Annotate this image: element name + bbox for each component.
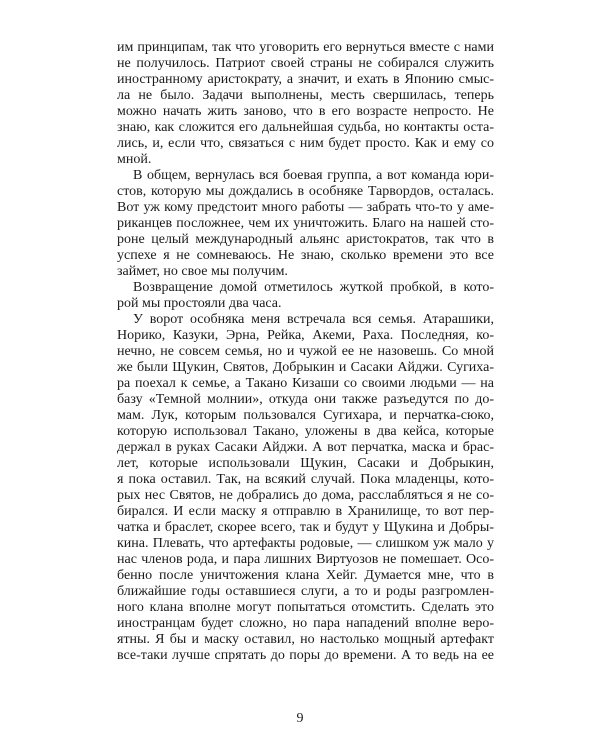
text-line: лет, которые использовали Щукин, Сасаки и Добрыкин, [117, 456, 494, 471]
paragraph [117, 280, 494, 312]
text-line: мам. Лук, которым пользовался Сугихара, и перчатка-сюко, [117, 408, 494, 423]
text-line: роне целый международный альянс аристократов, так что в [117, 232, 494, 247]
text-line: Норико, Казуки, Эрна, Рейка, Акеми, Раха. Последняя, ко- [117, 328, 494, 343]
text-line: риканцев посложнее, чем их уничтожить. Благо на нашей сто- [117, 216, 494, 231]
text-line: ного клана вполне могут попытаться отомстить. Сделать это [117, 600, 494, 615]
text-line: базу «Темной молнии», откуда они также разъедутся по до- [117, 392, 494, 407]
paragraph [117, 312, 494, 664]
text-line: им принципам, так что уговорить его вернуться вместе с нами [117, 40, 494, 55]
body-text [117, 40, 494, 664]
text-line: Вот уж кому предстоит много работы — забрать что-то у аме- [117, 200, 494, 215]
text-line: можно начать жить заново, что в его возрасте непросто. Не [117, 104, 494, 119]
text-line: знаю, как сложится его дальнейшая судьба, но контакты оста- [117, 120, 494, 135]
text-line: же были Щукин, Святов, Добрыкин и Сасаки Айджи. Сугиха- [117, 360, 494, 375]
text-line: чатка и браслет, скорее всего, так и будут у Щукина и Добры- [117, 520, 494, 535]
text-line: ла не было. Задачи выполнены, месть свершилась, теперь [117, 88, 494, 103]
text-line: ближайшие годы оставшиеся слуги, а то и роды разгромлен- [117, 584, 494, 599]
paragraph [117, 168, 494, 280]
text-line: держал в руках Сасаки Айджи. А вот перчатка, маска и брас- [117, 440, 494, 455]
text-line: рых нес Святов, не добрались до дома, расслабляться я не со- [117, 488, 494, 503]
text-line: бенно после уничтожения клана Хейг. Думается мне, что в [117, 568, 494, 583]
text-line: кина. Плевать, что артефакты родовые, — слишком уж мало у [117, 536, 494, 551]
text-line: займет, но свое мы получим. [117, 264, 288, 279]
text-line: мной. [117, 152, 152, 167]
text-line: нечно, не совсем семья, но и чужой ее не назовешь. Со мной [117, 344, 494, 359]
text-line: В общем, вернулась вся боевая группа, а вот команда юри- [133, 168, 494, 183]
text-line: иностранному аристократу, а значит, и ехать в Японию смыс- [117, 72, 494, 87]
text-line: ятны. Я бы и маску оставил, но настолько мощный артефакт [117, 632, 494, 647]
paragraph [117, 40, 494, 168]
text-line: нас членов рода, и пара лишних Виртуозов не помешает. Осо- [117, 552, 494, 567]
text-line: успехе я не сомневаюсь. Не знаю, сколько времени это все [117, 248, 494, 263]
page-number: 9 [296, 711, 304, 726]
text-line: Возвращение домой отметилось жуткой пробкой, в кото- [133, 280, 494, 295]
text-line: которую использовал Такано, уложены в два кейса, которые [117, 424, 494, 439]
text-line: не получилось. Патриот своей страны не собирался служить [117, 56, 494, 71]
text-line: иностранцам будет сложно, но пара нападений вполне веро- [117, 616, 494, 631]
text-line: я пока оставил. Так, на всякий случай. Пока младенцы, кото- [117, 472, 494, 487]
text-line: бирался. И если маску я отправлю в Хранилище, то вот пер- [117, 504, 494, 519]
text-line: лись, и, если что, связаться с ним будет просто. Как и ему со [117, 136, 494, 151]
text-line: ра поехал к семье, а Такано Кизаши со своими людьми — на [117, 376, 494, 391]
text-line: все-таки лучше спрятать до поры до времени. А то ведь на ее [117, 648, 494, 663]
text-line: рой мы простояли два часа. [117, 296, 282, 311]
text-line: стов, которую мы дождались в особняке Тарвордов, осталась. [117, 184, 494, 199]
text-line: У ворот особняка меня встречала вся семья. Атарашики, [133, 312, 494, 327]
